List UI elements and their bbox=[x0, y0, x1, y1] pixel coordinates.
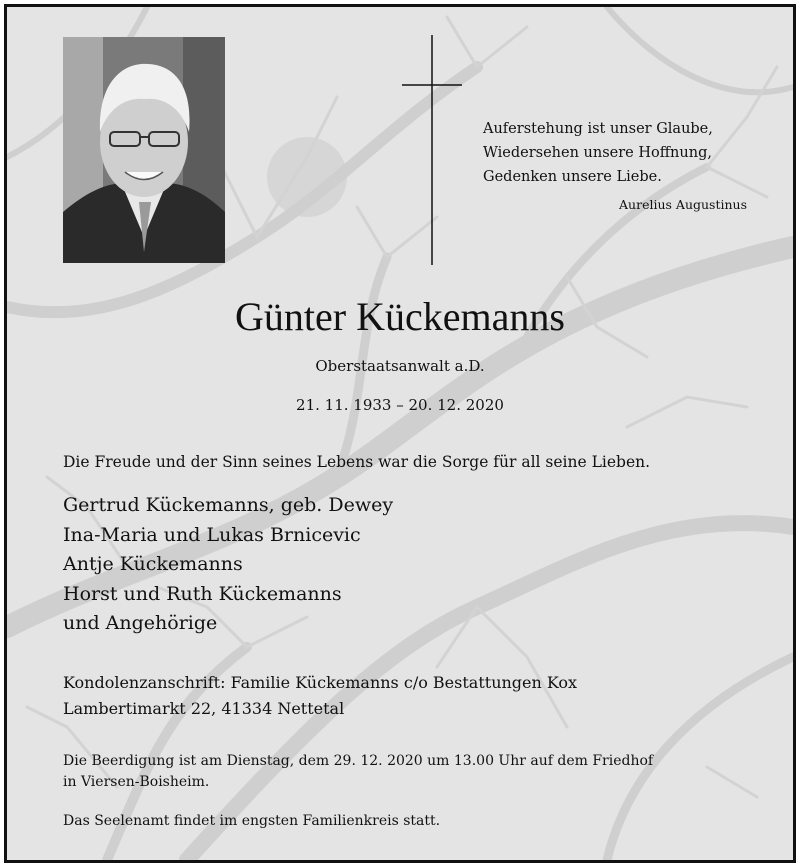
family-member: Antje Kückemanns bbox=[63, 553, 243, 575]
condolence-address bbox=[63, 670, 577, 722]
deceased-name: Günter Kückemanns bbox=[235, 294, 565, 339]
quote-block bbox=[483, 117, 753, 217]
funeral-notice bbox=[63, 751, 763, 793]
quote-line: Auferstehung ist unser Glaube, bbox=[483, 121, 713, 137]
cross-icon bbox=[402, 35, 462, 265]
quote-author: Aurelius Augustinus bbox=[619, 197, 747, 212]
life-dates: 21. 11. 1933 – 20. 12. 2020 bbox=[296, 396, 504, 414]
deceased-title: Oberstaatsanwalt a.D. bbox=[315, 357, 485, 375]
quote-line: Gedenken unsere Liebe. bbox=[483, 169, 662, 185]
family-member: und Angehörige bbox=[63, 612, 218, 634]
family-member: Ina-Maria und Lukas Brnicevic bbox=[63, 523, 361, 546]
funeral-line: in Viersen-Boisheim. bbox=[63, 774, 210, 790]
condolence-line: Lambertimarkt 22, 41334 Nettetal bbox=[63, 699, 345, 718]
funeral-line: Die Beerdigung ist am Dienstag, dem 29. 12. 2020 um 13.00 Uhr auf dem Friedhof bbox=[63, 753, 654, 769]
family-member: Horst und Ruth Kückemanns bbox=[63, 582, 342, 605]
requiem-mass-notice: Das Seelenamt findet im engsten Familienkreis statt. bbox=[63, 813, 441, 829]
condolence-line: Kondolenzanschrift: Familie Kückemanns c/o Bestattungen Kox bbox=[63, 673, 578, 692]
family-member: Gertrud Kückemanns, geb. Dewey bbox=[63, 494, 394, 516]
motto-text: Die Freude und der Sinn seines Lebens war die Sorge für all seine Lieben. bbox=[63, 453, 651, 471]
family-list bbox=[63, 491, 393, 639]
portrait-photo bbox=[63, 37, 225, 263]
obituary-card bbox=[4, 4, 796, 863]
quote-line: Wiedersehen unsere Hoffnung, bbox=[483, 145, 712, 161]
